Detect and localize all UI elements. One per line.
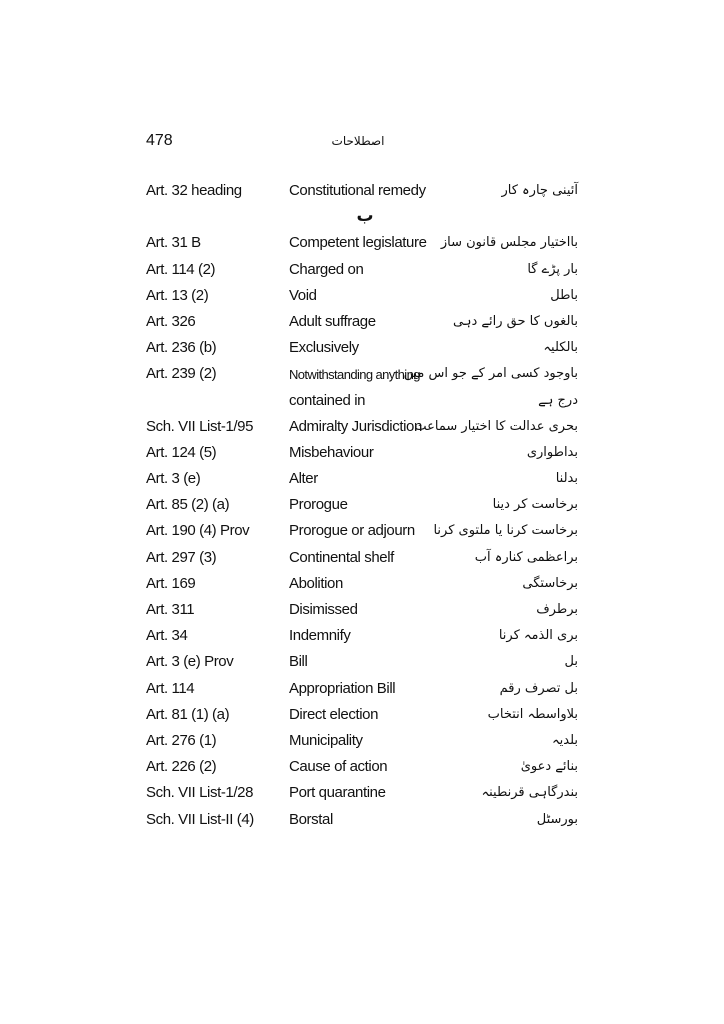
article-ref: Sch. VII List-1/95 <box>146 417 254 435</box>
glossary-row <box>0 492 724 518</box>
urdu-term: بلدیہ <box>552 732 578 748</box>
english-term: Void <box>289 286 317 304</box>
english-term: Alter <box>289 470 318 488</box>
glossary-row <box>0 623 724 649</box>
english-term: Charged on <box>289 260 364 278</box>
english-term: Municipality <box>289 731 363 749</box>
article-ref: Art. 13 (2) <box>146 286 209 304</box>
glossary-row <box>0 571 724 597</box>
article-ref: Art. 124 (5) <box>146 443 217 461</box>
english-term: Competent legislature <box>289 234 427 252</box>
article-ref: Art. 169 <box>146 574 196 592</box>
article-ref: Art. 236 (b) <box>146 339 217 357</box>
english-term: Borstal <box>289 810 333 828</box>
english-term: Disimissed <box>289 601 358 618</box>
article-ref: Art. 114 (2) <box>146 260 216 278</box>
glossary-row <box>0 440 724 466</box>
urdu-term: بندرگاہی قرنطینہ <box>481 785 578 801</box>
article-ref: Sch. VII List-II (4) <box>146 810 254 828</box>
glossary-row <box>0 257 724 283</box>
article-ref: Sch. VII List-1/28 <box>146 784 254 802</box>
english-term: Misbehaviour <box>289 443 374 461</box>
english-term: Abolition <box>289 574 343 592</box>
article-ref: Art. 3 (e) Prov <box>146 653 234 671</box>
urdu-term: بل تصرف رقم <box>499 680 578 696</box>
urdu-term: برطرف <box>536 602 578 617</box>
english-term: Constitutional remedy <box>289 182 426 199</box>
glossary-row <box>0 702 724 728</box>
article-ref: Art. 311 <box>146 601 195 618</box>
article-ref: Art. 239 (2) <box>146 365 217 383</box>
urdu-term: بدلنا <box>555 471 578 487</box>
article-ref: Art. 85 (2) (a) <box>146 496 230 514</box>
urdu-term: برخاستگی <box>522 575 578 591</box>
urdu-term: درج ہے <box>538 392 578 408</box>
article-ref: Art. 3 (e) <box>146 470 201 488</box>
page-number: 478 <box>146 132 173 149</box>
urdu-term: بری الذمہ کرنا <box>498 628 578 644</box>
section-letter: ب <box>356 206 374 227</box>
glossary-row <box>0 780 724 806</box>
urdu-term: بحری عدالت کا اختیار سماعت <box>414 418 578 434</box>
urdu-term: آئینی چارہ کار <box>501 183 578 198</box>
article-ref: Art. 114 <box>146 679 195 697</box>
glossary-row <box>0 414 724 440</box>
english-term: Indemnify <box>289 627 351 645</box>
glossary-row <box>0 597 724 623</box>
urdu-term: براعظمی کنارہ آب <box>474 549 578 565</box>
urdu-term: بورسٹل <box>536 811 578 827</box>
urdu-term: بداطواری <box>526 444 578 460</box>
urdu-term: بنائے دعویٰ <box>520 759 578 775</box>
english-term: Prorogue <box>289 496 348 514</box>
urdu-term: بلاواسطہ انتخاب <box>487 706 578 722</box>
urdu-term: برخاست کرنا یا ملتوی کرنا <box>433 523 578 539</box>
english-term: Admiralty Jurisdiction <box>289 417 422 435</box>
article-ref: Art. 31 B <box>146 234 201 252</box>
article-ref: Art. 326 <box>146 312 196 330</box>
english-term: Exclusively <box>289 339 359 357</box>
urdu-term: بار پڑے گا <box>527 261 578 277</box>
english-term: Port quarantine <box>289 784 386 802</box>
glossary-row <box>0 283 724 309</box>
glossary-row <box>0 676 724 702</box>
english-term: Adult suffrage <box>289 312 376 330</box>
running-head: اصطلاحات <box>331 134 385 148</box>
glossary-row <box>0 361 724 387</box>
english-term: Continental shelf <box>289 548 394 566</box>
urdu-term: باطل <box>550 287 578 303</box>
glossary-list <box>0 178 724 833</box>
glossary-row <box>0 754 724 780</box>
glossary-row <box>0 466 724 492</box>
article-ref: Art. 32 heading <box>146 182 242 199</box>
article-ref: Art. 297 (3) <box>146 548 217 566</box>
article-ref: Art. 34 <box>146 627 188 645</box>
glossary-row <box>0 309 724 335</box>
english-term: Direct election <box>289 705 379 723</box>
glossary-row <box>0 807 724 833</box>
english-term: Prorogue or adjourn <box>289 522 415 540</box>
urdu-term: بالکلیہ <box>543 340 578 356</box>
glossary-row <box>0 649 724 675</box>
glossary-row <box>0 728 724 754</box>
english-term: Notwithstanding anything <box>289 367 420 383</box>
english-term: Cause of action <box>289 758 388 776</box>
urdu-term: بالغوں کا حق رائے دہی <box>453 313 578 329</box>
glossary-row <box>0 178 724 204</box>
urdu-term: برخاست کر دینا <box>492 497 578 513</box>
urdu-term: بل <box>564 654 578 670</box>
urdu-term: بااختیار مجلس قانون ساز <box>440 235 578 251</box>
english-term: Bill <box>289 653 308 671</box>
glossary-row <box>0 518 724 544</box>
article-ref: Art. 190 (4) Prov <box>146 522 250 540</box>
article-ref: Art. 226 (2) <box>146 758 217 776</box>
urdu-term: باوجود کسی امر کے جو اس میں <box>403 366 578 382</box>
glossary-row <box>0 335 724 361</box>
glossary-row <box>0 545 724 571</box>
article-ref: Art. 276 (1) <box>146 731 217 749</box>
glossary-row <box>0 388 724 414</box>
article-ref: Art. 81 (1) (a) <box>146 705 230 723</box>
glossary-row <box>0 230 724 256</box>
english-term: Appropriation Bill <box>289 679 396 697</box>
english-term: contained in <box>289 391 366 409</box>
section-heading <box>0 204 724 230</box>
